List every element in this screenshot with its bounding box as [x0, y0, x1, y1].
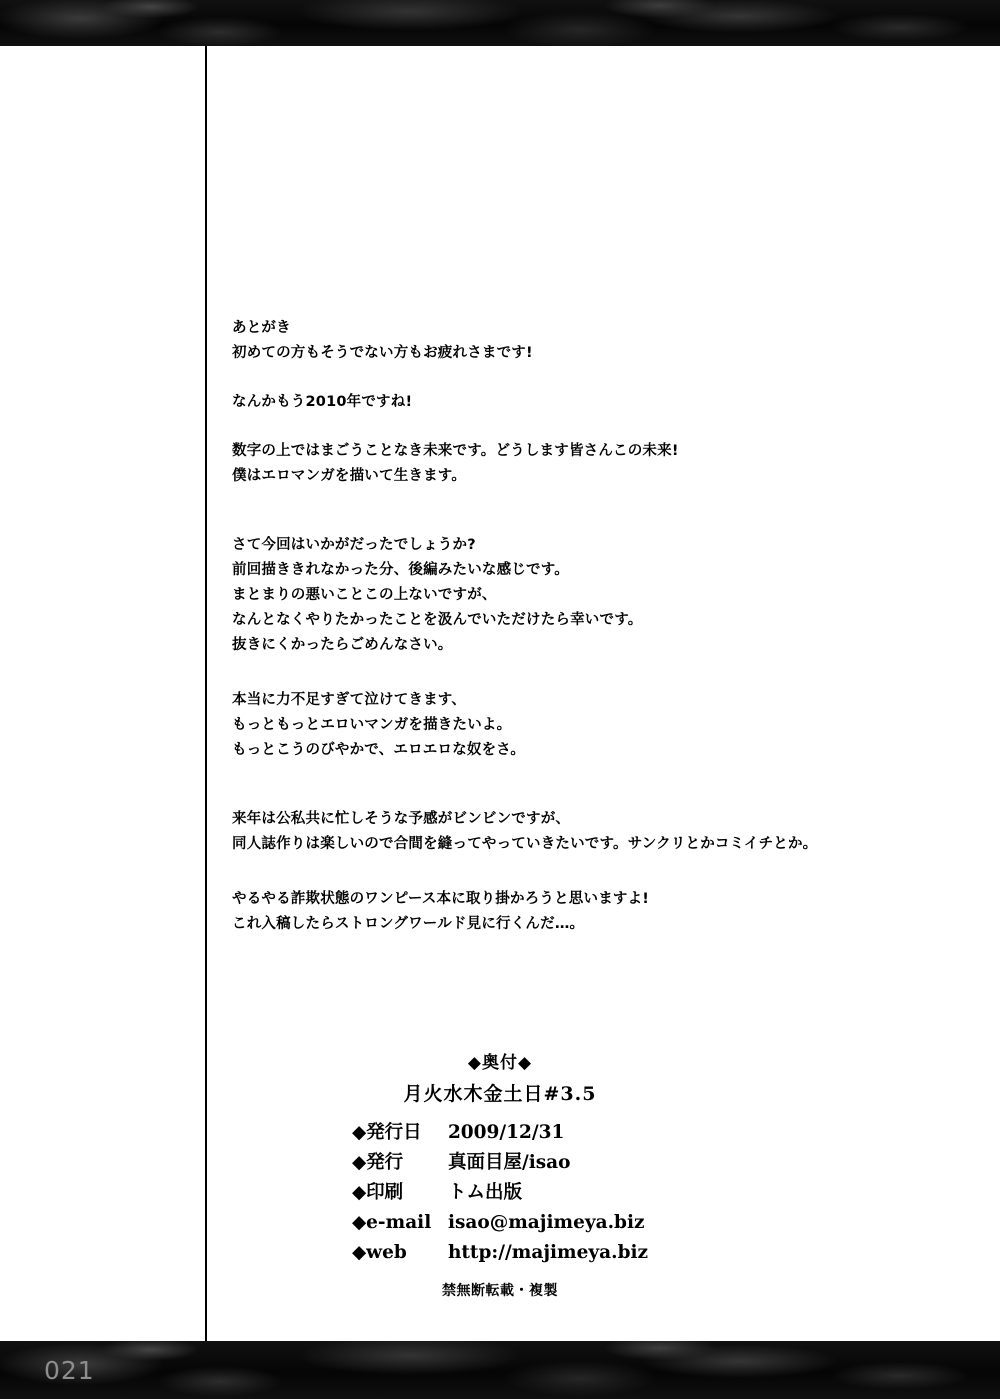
colophon-row-label: ◆web	[351, 1242, 407, 1263]
paragraph-spacer	[232, 857, 892, 887]
afterword-line: まとまりの悪いことこの上ないですが、	[232, 587, 497, 603]
colophon-rows	[352, 1118, 648, 1268]
afterword-line: なんかもう2010年ですね!	[232, 394, 413, 410]
colophon-row-value: http://majimeya.biz	[447, 1242, 649, 1263]
afterword-line: やるやる詐欺状態のワンピース本に取り掛かろうと思いますよ!	[232, 891, 650, 907]
afterword-line: 本当に力不足すぎて泣けてきます、	[232, 692, 467, 708]
colophon-title: 月火水木金土日#3.5	[403, 1083, 597, 1105]
colophon-row	[352, 1148, 648, 1178]
colophon-row-label: ◆印刷	[351, 1182, 404, 1203]
colophon-row-label: ◆e-mail	[351, 1212, 432, 1233]
afterword-text	[232, 316, 892, 937]
afterword-line: なんとなくやりたかったことを汲んでいただけたら幸いです。	[232, 612, 643, 628]
colophon-row	[352, 1178, 648, 1208]
colophon-row-value: トム出版	[447, 1182, 522, 1203]
afterword-line: これ入稿したらストロングワールド見に行くんだ…。	[232, 916, 585, 932]
colophon-heading: ◆奥付◆	[467, 1053, 533, 1073]
bottom-texture-band	[0, 1341, 1000, 1399]
colophon-row-value: 真面目屋/isao	[447, 1152, 571, 1173]
paragraph-spacer	[232, 763, 892, 807]
colophon-row-value: isao@majimeya.biz	[447, 1212, 645, 1233]
page-number: 021	[44, 1356, 95, 1385]
colophon-row-label: ◆発行	[351, 1152, 404, 1173]
afterword-line: さて今回はいかがだったでしょうか?	[232, 537, 476, 553]
colophon-row	[352, 1118, 648, 1148]
colophon-row	[352, 1238, 648, 1268]
afterword-line: 僕はエロマンガを描いて生きます。	[232, 468, 467, 484]
afterword-line: 抜きにくかったらごめんなさい。	[232, 637, 453, 653]
afterword-line: 来年は公私共に忙しそうな予感がビンビンですが、	[232, 811, 571, 827]
colophon-row-value: 2009/12/31	[447, 1122, 565, 1143]
copyright-notice: 禁無断転載・複製	[442, 1283, 558, 1299]
top-texture-band	[0, 0, 1000, 46]
paragraph-spacer	[232, 489, 892, 533]
afterword-line: もっともっとエロいマンガを描きたいよ。	[232, 717, 512, 733]
afterword-line: もっとこうのびやかで、エロエロな奴をさ。	[232, 742, 526, 758]
afterword-line: あとがき	[232, 320, 291, 336]
afterword-line: 初めての方もそうでない方もお疲れさまです!	[232, 345, 533, 361]
colophon	[0, 1048, 1000, 1300]
afterword-line: 数字の上ではまごうことなき未来です。どうします皆さんこの未来!	[232, 443, 679, 459]
colophon-row	[352, 1208, 648, 1238]
afterword-line: 同人誌作りは楽しいので合間を縫ってやっていきたいです。サンクリとかコミイチとか。	[232, 836, 818, 852]
paragraph-spacer	[232, 415, 892, 439]
colophon-row-label: ◆発行日	[351, 1122, 422, 1143]
paragraph-spacer	[232, 366, 892, 390]
afterword-line: 前回描ききれなかった分、後編みたいな感じです。	[232, 562, 569, 578]
paragraph-spacer	[232, 658, 892, 688]
